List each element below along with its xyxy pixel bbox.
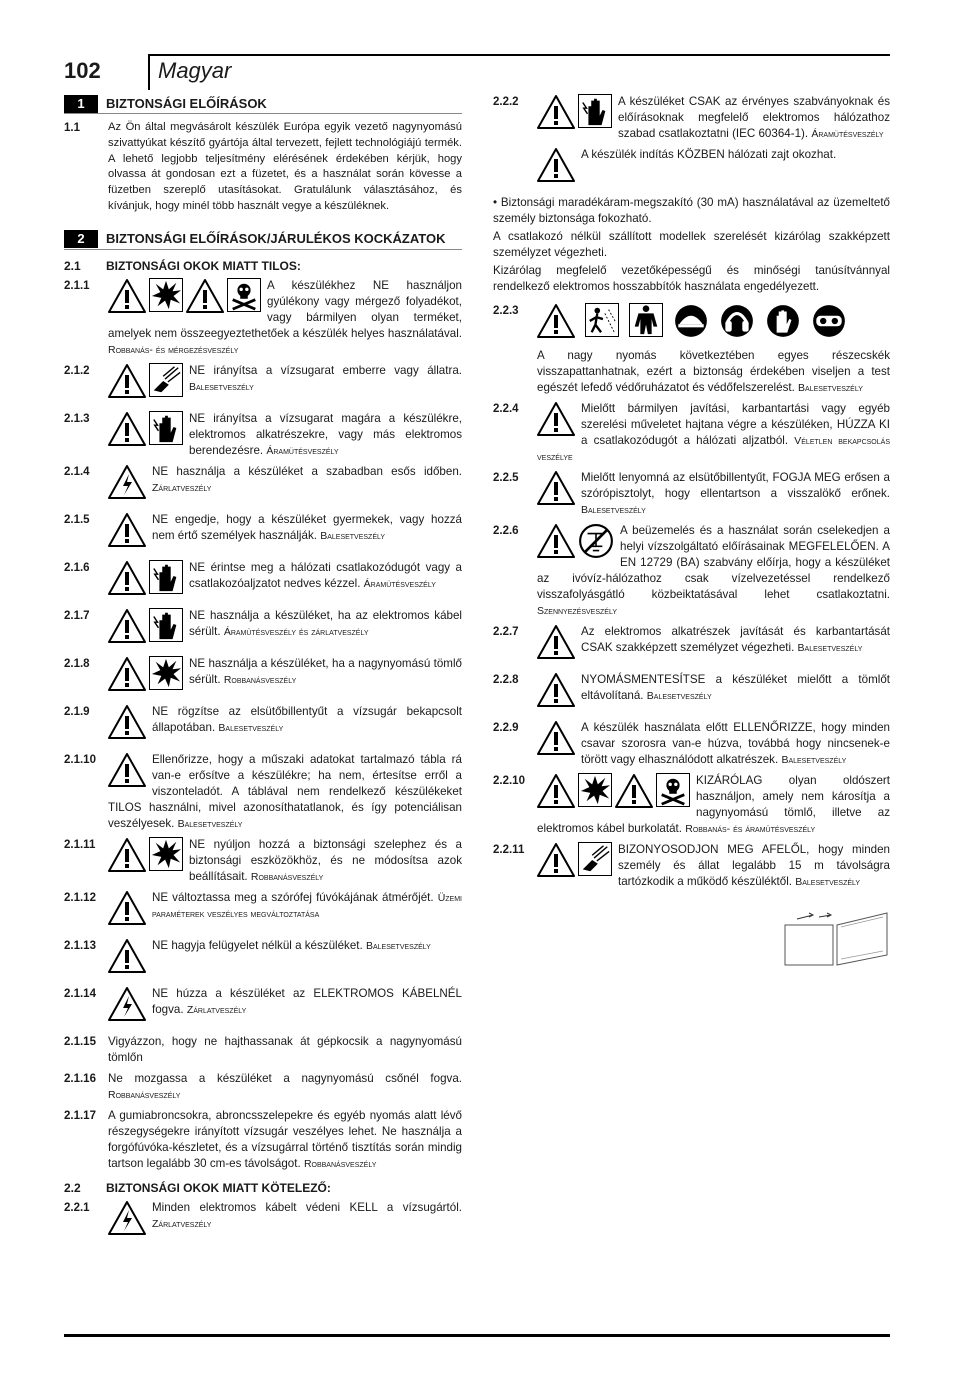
protective-suit-icon — [629, 303, 663, 344]
safety-item — [493, 773, 890, 837]
item-text: Mielőtt bármilyen javítási, karbantartási vagy egyéb szerelési műveletet hajtana végre a készüléken, HÚZZA KI a csatlakozódugót a hálózati aljzatból. — [581, 402, 890, 447]
safety-item — [64, 363, 462, 406]
item-text: NE érintse meg a hálózati csatlakozódugót vagy a csatlakozóaljzatot nedves kézzel. — [189, 560, 462, 590]
item-text: A készüléket CSAK az érvényes szabványoknak és előírásoknak megfelelő elektromos hálózathoz szabad csatlakoztatni (IEC 60364-1). — [618, 95, 890, 140]
explosion-icon — [149, 278, 183, 319]
risk-label: Balesetveszély — [795, 876, 861, 888]
hazard-icons — [108, 986, 146, 1027]
warning-icon — [537, 303, 575, 344]
item-text: Ellenőrizze, hogy a műszaki adatokat tartalmazó tábla rá van-e erősítve a készülékre; ha nem, értesítse erről a viszonteladót. A táblával nem rendelkező készülékeket TILOS használni, mivel azonosíthatatlanok, és így potenciálisan veszélyesek. — [108, 752, 462, 830]
risk-label: Zárlatveszély — [152, 1217, 212, 1230]
risk-label: Robbanásveszély — [303, 1157, 377, 1170]
warning-icon — [537, 720, 575, 761]
voltage-warning-icon — [108, 986, 146, 1027]
risk-label: Robbanásveszély — [223, 673, 297, 686]
debris-icon — [585, 303, 619, 344]
item-number: 2.2.5 — [493, 472, 519, 484]
safety-item — [493, 624, 890, 667]
item-text: NE engedje, hogy a készüléket gyermekek, vagy hozzá nem értő személyek használják. — [152, 512, 462, 542]
item-number: 2.2.8 — [493, 674, 519, 686]
explosion-icon — [149, 656, 183, 697]
hazard-icons — [108, 411, 183, 452]
explosion-icon — [578, 773, 612, 814]
hazard-icons — [108, 464, 146, 505]
warning-icon — [186, 278, 224, 319]
item-number: 2.1.2 — [64, 364, 90, 377]
hazard-icons — [537, 624, 575, 665]
voltage-warning-icon — [108, 1200, 146, 1241]
section-title: BIZTONSÁGI ELŐÍRÁSOK — [106, 95, 267, 111]
page-number: 102 — [64, 58, 101, 83]
risk-label: Balesetveszély — [781, 754, 847, 766]
risk-label: Balesetveszély — [797, 642, 863, 654]
safety-item — [493, 842, 890, 890]
item-text: A készülék használata előtt ELLENŐRIZZE, hogy minden csavar szorosra van-e húzva, továbbá hogy nincsenek-e törött vagy elhasználódott alkatrészek. — [581, 721, 890, 766]
hazard-icons — [108, 890, 146, 931]
warning-icon — [108, 752, 146, 793]
safety-item — [64, 1108, 462, 1172]
ear-protection-icon — [719, 303, 755, 344]
section-2-heading — [64, 230, 462, 250]
warning-icon — [615, 773, 653, 814]
water-jet-icon — [149, 363, 183, 404]
hazard-icons — [108, 704, 146, 745]
item-text: BIZONYOSODJON MEG AFELŐL, hogy minden személy és állat legalább 15 m távolságra tartózkodik a működő készüléktől. — [618, 843, 890, 888]
warning-icon — [108, 278, 146, 319]
hazard-icons — [108, 278, 261, 319]
item-text: Ne mozgassa a készüléket a nagynyomású csőnél fogva. — [108, 1071, 462, 1085]
item-number: 2.1.13 — [64, 939, 96, 952]
item-text: NE használja a készüléket a szabadban esős időben. — [152, 464, 462, 478]
item-number: 2.1.7 — [64, 609, 90, 622]
subsection-2-2-heading: 2.2 BIZTONSÁGI OKOK MIATT KÖTELEZŐ: — [64, 1180, 331, 1195]
item-text: A készülék indítás KÖZBEN hálózati zajt okozhat. — [581, 148, 837, 161]
risk-label: Áramütésveszély — [363, 577, 436, 590]
item-text: KIZÁRÓLAG olyan oldószert használjon, amely nem károsítja a nagynyomású tömlő, illetve az elektromos kábel burkolatát. — [537, 774, 890, 835]
warning-icon — [108, 608, 146, 649]
safety-item — [64, 704, 462, 747]
hazard-icons — [108, 1200, 146, 1241]
section-number: 1 — [64, 95, 98, 113]
safety-item — [493, 720, 890, 768]
water-jet-icon — [578, 842, 612, 883]
warning-icon — [537, 672, 575, 713]
item-text: A gumiabroncsokra, abroncsszelepekre és egyéb nyomás alatt lévő részegységekre irányított vízsugár veszélyes lehet. Ne használja a forgófúvóka-készletet, és a vízsugárral történő tisztítás során mindig tartson legalább 30 cm-es távolságot. — [108, 1108, 462, 1170]
item-text: NE nyúljon hozzá a biztonsági szelephez és a biztonsági eszközökhöz, és ne módosítsa azok beállításait. — [189, 837, 462, 883]
item-number: 2.1.9 — [64, 705, 90, 718]
item-number: 2.2.6 — [493, 525, 519, 537]
item-text: NE irányítsa a vízsugarat emberre vagy állatra. — [189, 363, 462, 377]
safety-item — [64, 1071, 462, 1103]
safety-item — [64, 464, 462, 507]
item-text: Minden elektromos kábelt védeni KELL a vízsugártól. — [152, 1200, 462, 1214]
hazard-icons — [108, 656, 183, 697]
poison-icon — [656, 773, 690, 814]
safety-item — [64, 938, 462, 981]
hazard-icons — [537, 147, 575, 188]
item-number: 2.1.14 — [64, 987, 96, 1000]
item-text: A készülékhez NE használjon gyúlékony vagy mérgező folyadékot, vagy bármilyen olyan terméket, amelyek nem összeegyeztethetőek a készülék helyes használatával. — [108, 278, 462, 340]
safety-item — [493, 303, 890, 396]
footer-rule — [64, 1334, 890, 1337]
warning-icon — [537, 94, 575, 135]
warning-icon — [537, 470, 575, 511]
item-number: 2.1.11 — [64, 838, 96, 851]
subsection-2-1-heading: 2.1 BIZTONSÁGI OKOK MIATT TILOS: — [64, 258, 301, 273]
risk-label: Robbanásveszély — [250, 870, 324, 883]
hazard-icons — [108, 752, 146, 793]
bullet-note: Kizárólag megfelelő vezetőképességű és minőségi tanúsítvánnyal rendelkező elektromos hosszabbítók használata engedélyezett. — [493, 264, 890, 293]
risk-label: Szennyezésveszély — [537, 605, 618, 617]
hazard-icons — [108, 608, 183, 649]
warning-icon — [108, 512, 146, 553]
safety-item — [64, 986, 462, 1029]
hazard-icons — [108, 837, 183, 878]
risk-label: Robbanás- és mérgezésveszély — [108, 343, 239, 356]
risk-label: Balesetveszély — [189, 380, 254, 393]
safety-item — [64, 752, 462, 832]
item-number: 2.1.4 — [64, 465, 90, 478]
safety-item — [64, 411, 462, 459]
page-language: Magyar — [158, 58, 232, 83]
item-number: 2.2.7 — [493, 626, 519, 638]
warning-icon — [108, 560, 146, 601]
safety-item — [64, 278, 462, 358]
risk-label: Áramütésveszély — [811, 128, 884, 140]
safety-item — [493, 94, 890, 142]
risk-label: Robbanásveszély — [108, 1088, 181, 1101]
right-column — [493, 94, 890, 895]
item-text: NE változtassa meg a szórófej fúvókájának átmérőjét. — [152, 890, 434, 904]
hazard-icons — [108, 363, 183, 404]
safety-item — [64, 890, 462, 933]
electric-hand-icon — [578, 94, 612, 135]
warning-icon — [108, 890, 146, 931]
item-text: NE hagyja felügyelet nélkül a készüléket. — [152, 938, 363, 952]
item-number: 2.1.10 — [64, 753, 96, 766]
risk-label: Balesetveszély — [581, 504, 646, 516]
hazard-icons — [537, 842, 612, 883]
voltage-warning-icon — [108, 464, 146, 505]
warning-icon — [537, 773, 575, 814]
item-number: 2.1.15 — [64, 1035, 96, 1048]
hazard-icons — [537, 672, 575, 713]
mandatory-list-a — [493, 94, 890, 190]
hazard-icons — [537, 470, 575, 511]
item-number: 2.1.17 — [64, 1109, 96, 1122]
warning-icon — [108, 363, 146, 404]
item-text: NE használja a készüléket, ha az elektromos kábel sérült. — [189, 608, 462, 638]
electric-hand-icon — [149, 560, 183, 601]
risk-label: Balesetveszély — [177, 817, 243, 830]
risk-label: Balesetveszély — [365, 939, 431, 952]
safety-item — [64, 1200, 462, 1243]
item-text: A nagy nyomás következtében egyes részecskék visszapattanhatnak, ezért a biztonság érdekében viseljen a test egészét lefedő védőruházatot és védőfelszerelést. — [537, 349, 890, 394]
hazard-icons — [537, 523, 614, 564]
risk-label: Üzemi paraméterek veszélyes megváltoztatása — [152, 891, 462, 920]
left-column — [64, 94, 462, 1248]
hazard-icons — [108, 560, 183, 601]
warning-icon — [108, 411, 146, 452]
item-text: NYOMÁSMENTESÍTSE a készüléket mielőtt a tömlőt eltávolítaná. — [581, 673, 890, 702]
warning-icon — [537, 842, 575, 883]
warning-icon — [537, 624, 575, 665]
item-text: Mielőtt lenyomná az elsütőbillentyűt, FOGJA MEG erősen a szórópisztolyt, hogy ellentartson a visszalökő erőnek. — [581, 471, 890, 500]
item-number: 2.2.1 — [64, 1201, 90, 1214]
bullet-note: A csatlakozó nélkül szállított modellek szerelését kizárólag szakképzett személyzet végezheti. — [493, 230, 890, 259]
electric-hand-icon — [149, 411, 183, 452]
header-divider — [148, 54, 150, 90]
safety-item — [493, 147, 890, 190]
risk-label: Zárlatveszély — [186, 1003, 247, 1016]
warning-icon — [537, 401, 575, 442]
item-text: NE használja a készüléket, ha a nagynyomású tömlő sérült. — [189, 656, 462, 686]
item-text: NE irányítsa a vízsugarat magára a készülékre, elektromos alkatrészekre, vagy más elektromos berendezésre. — [189, 411, 462, 457]
safety-item — [64, 560, 462, 603]
risk-label: Zárlatveszély — [152, 481, 212, 494]
item-number — [493, 147, 537, 190]
risk-label: Áramütésveszély — [266, 444, 339, 457]
safety-item — [493, 470, 890, 518]
item-number: 2.1.6 — [64, 561, 90, 574]
header-rule — [148, 54, 890, 56]
safety-item — [64, 1034, 462, 1066]
item-number: 2.1.8 — [64, 657, 90, 670]
section-number: 2 — [64, 230, 98, 248]
item-number: 2.1.16 — [64, 1072, 96, 1085]
item-number: 2.1.5 — [64, 513, 90, 526]
item-number: 2.2.4 — [493, 403, 519, 415]
item-number: 2.2.10 — [493, 775, 525, 787]
intro-paragraph — [64, 120, 462, 215]
warning-icon — [108, 704, 146, 745]
risk-label: Balesetveszély — [798, 382, 863, 394]
safety-item — [64, 656, 462, 699]
item-number: 2.1.1 — [64, 279, 90, 292]
section-1-heading — [64, 94, 462, 114]
helmet-icon — [673, 303, 709, 344]
risk-label: Balesetveszély — [646, 690, 712, 702]
risk-label: Áramütésveszély és zárlatveszély — [223, 625, 369, 638]
hazard-icons — [537, 303, 884, 344]
mandatory-list-b — [493, 303, 890, 890]
item-number: 2.1.12 — [64, 891, 96, 904]
item-text: Az elektromos alkatrészek javítását és karbantartását CSAK szakképzett személyzet végezheti. — [581, 625, 890, 654]
safety-item — [493, 523, 890, 619]
safety-item — [64, 608, 462, 651]
hazard-icons — [537, 94, 612, 135]
warning-icon — [537, 147, 575, 188]
hazard-icons — [537, 773, 690, 814]
warning-icon — [108, 656, 146, 697]
item-number: 2.1.3 — [64, 412, 90, 425]
hazard-icons — [108, 938, 146, 979]
risk-label: Balesetveszély — [218, 721, 284, 734]
backflow-icon — [578, 523, 614, 564]
warning-icon — [108, 837, 146, 878]
open-manual-icon — [783, 911, 890, 967]
safety-item — [493, 672, 890, 715]
item-number: 1.1 — [64, 122, 80, 134]
section-title: BIZTONSÁGI ELŐÍRÁSOK/JÁRULÉKOS KOCKÁZATOK — [106, 231, 446, 247]
bullet-notes — [493, 195, 890, 295]
warning-icon — [537, 523, 575, 564]
gloves-icon — [765, 303, 801, 344]
risk-label: Véletlen bekapcsolás veszélye — [537, 435, 890, 463]
item-text: Vigyázzon, hogy ne hajthassanak át gépkocsik a nagynyomású tömlőn — [108, 1034, 462, 1064]
risk-label: Balesetveszély — [320, 529, 386, 542]
item-text: NE rögzítse az elsütőbillentyűt a vízsugár bekapcsolt állapotában. — [152, 704, 462, 734]
risk-label: Robbanás- és áramütésveszély — [685, 823, 816, 835]
hazard-icons — [537, 720, 575, 761]
item-number: 2.2.9 — [493, 722, 519, 734]
warning-icon — [108, 938, 146, 979]
item-number: 2.2.3 — [493, 305, 519, 317]
safety-item — [64, 512, 462, 555]
hazard-icons — [537, 401, 575, 442]
prohibited-list — [64, 278, 462, 1172]
item-text: NE húzza a készüléket az ELEKTROMOS KÁBELNÉL fogva. — [152, 986, 462, 1016]
explosion-icon — [149, 837, 183, 878]
item-text: Az Ön által megvásárolt készülék Európa egyik vezető nagynyomású szivattyúkat készítő gyártója által tervezett, fejlett technológiájú termék. A lehető legjobb teljesítmény elérésének érdekében kérjük, hogy olvassa át gondosan ezt a füzetet, és a használat során kövesse a füzetben szereplő utasításokat. Gratulálunk választásához, és kívánjuk, hogy minél több használt vegye a készüléknek. — [108, 121, 462, 212]
poison-icon — [227, 278, 261, 319]
item-number: 2.2.2 — [493, 96, 519, 108]
goggles-icon — [811, 303, 847, 344]
electric-hand-icon — [149, 608, 183, 649]
hazard-icons — [108, 512, 146, 553]
bullet-note: • Biztonsági maradékáram-megszakító (30 mA) használatával az üzemeltető személy biztonsága fokozható. — [493, 196, 890, 225]
item-number: 2.2.11 — [493, 844, 525, 856]
mandatory-list-left — [64, 1200, 462, 1243]
safety-item — [64, 837, 462, 885]
item-text: A beüzemelés és a használat során cselekedjen a helyi vízszolgáltató előírásainak MEGFELELŐEN. A EN 12729 (BA) szabvány előírja, hogy a készüléket az ivóvíz-hálózathoz csak vízelvezetéssel rendelkező visszafolyásgátló közbeiktatásával lehet csatlakoztatni. — [537, 524, 890, 601]
safety-item — [493, 401, 890, 465]
